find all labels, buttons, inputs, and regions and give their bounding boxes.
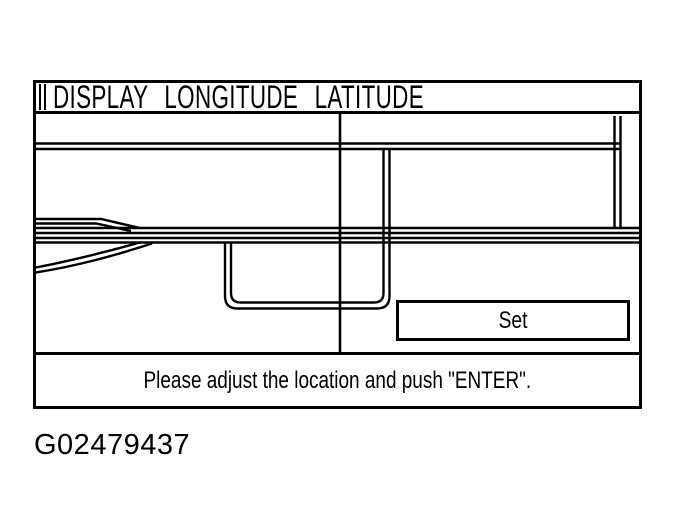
road-top-horizontal [36,144,620,150]
set-button-label: Set [498,306,528,334]
road-southwest-ramp [36,243,152,273]
title-marker-bar [39,84,46,110]
figure-number: G02479437 [34,429,191,461]
map-view[interactable] [36,114,639,352]
page-title: DISPLAY LONGITUDE LATITUDE [53,79,424,115]
title-bar [36,79,639,115]
message-bar [36,352,639,406]
nav-screen-frame [33,80,642,409]
set-button[interactable] [396,300,630,341]
road-right-vertical [615,116,621,227]
instruction-text: Please adjust the location and push "ENTER". [143,366,532,394]
